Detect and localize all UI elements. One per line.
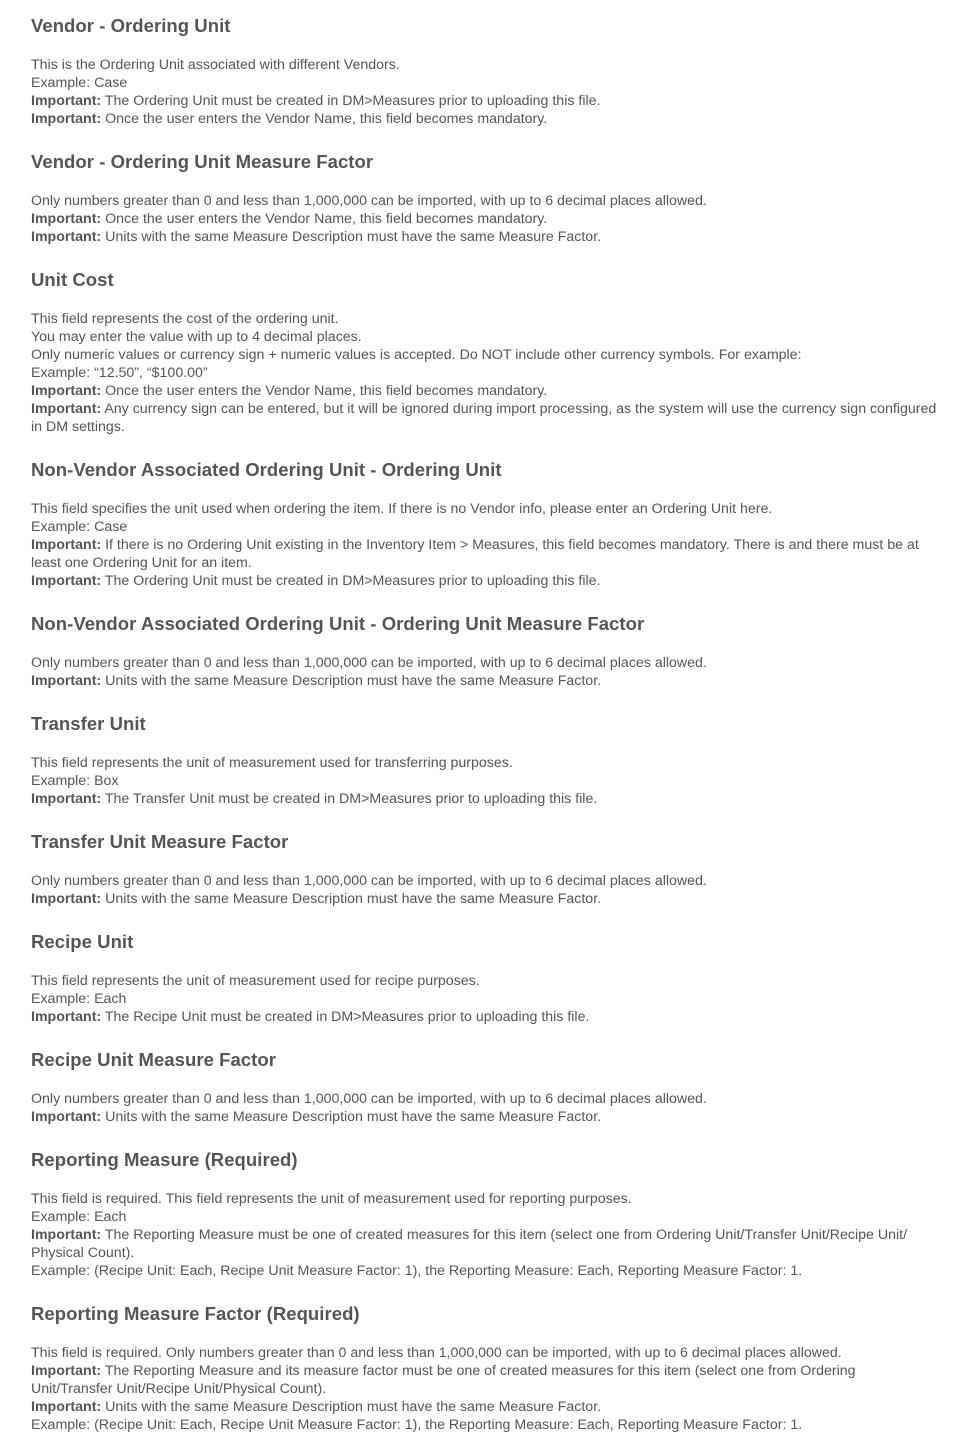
important-label: Important:: [31, 1399, 102, 1415]
important-label: Important:: [31, 229, 102, 245]
body-line: [31, 1362, 940, 1398]
body-line: [31, 228, 940, 246]
body-line: [31, 310, 940, 328]
important-label: Important:: [31, 211, 102, 227]
important-label: Important:: [31, 1109, 102, 1125]
body-line: [31, 872, 940, 890]
line-text: Any currency sign can be entered, but it will be ignored during import processing, as the system will use the currency sign configured in DM settings.: [31, 401, 937, 435]
important-label: Important:: [31, 673, 102, 689]
line-text: Units with the same Measure Description must have the same Measure Factor.: [101, 891, 602, 907]
important-label: Important:: [31, 93, 102, 109]
body-line: [31, 1398, 940, 1416]
section: [31, 1148, 940, 1280]
line-text: The Reporting Measure and its measure factor must be one of created measures for this item (select one from Ordering Unit/Transfer Unit/Recipe Unit/Physical Count).: [31, 1363, 856, 1397]
body-line: [31, 1226, 940, 1262]
section: [31, 268, 940, 436]
body-line: [31, 890, 940, 908]
body-line: [31, 56, 940, 74]
body-line: [31, 754, 940, 772]
line-text: Example: Box: [31, 773, 119, 789]
line-text: Once the user enters the Vendor Name, this field becomes mandatory.: [101, 211, 548, 227]
line-text: Example: Case: [31, 75, 128, 91]
body-line: [31, 572, 940, 590]
body-line: [31, 74, 940, 92]
line-text: This field represents the cost of the ordering unit.: [31, 311, 339, 327]
body-line: [31, 672, 940, 690]
important-label: Important:: [31, 573, 102, 589]
line-text: Example: (Recipe Unit: Each, Recipe Unit Measure Factor: 1), the Reporting Measure: Each, Reporting Measure Factor: 1.: [31, 1263, 803, 1279]
section-body: [31, 972, 940, 1026]
important-label: Important:: [31, 383, 102, 399]
line-text: This is the Ordering Unit associated with different Vendors.: [31, 57, 400, 73]
line-text: Units with the same Measure Description must have the same Measure Factor.: [101, 1109, 602, 1125]
important-label: Important:: [31, 537, 102, 553]
line-text: Example: Each: [31, 991, 127, 1007]
section: [31, 14, 940, 128]
body-line: [31, 1208, 940, 1226]
body-line: [31, 990, 940, 1008]
line-text: Example: Case: [31, 519, 128, 535]
body-line: [31, 328, 940, 346]
line-text: Units with the same Measure Description must have the same Measure Factor.: [101, 673, 602, 689]
body-line: [31, 1416, 940, 1434]
section-title: Unit Cost: [31, 269, 114, 290]
important-label: Important:: [31, 401, 102, 417]
body-line: [31, 536, 940, 572]
line-text: Only numbers greater than 0 and less than 1,000,000 can be imported, with up to 6 decimal places allowed.: [31, 193, 707, 209]
body-line: [31, 500, 940, 518]
line-text: Units with the same Measure Description must have the same Measure Factor.: [101, 1399, 602, 1415]
body-line: [31, 346, 940, 364]
section-body: [31, 1190, 940, 1280]
body-line: [31, 400, 940, 436]
section-body: [31, 654, 940, 690]
line-text: The Ordering Unit must be created in DM>Measures prior to uploading this file.: [101, 93, 601, 109]
section-title: Reporting Measure Factor (Required): [31, 1303, 360, 1324]
section: [31, 830, 940, 908]
section: [31, 1048, 940, 1126]
section-body: [31, 310, 940, 436]
body-line: [31, 110, 940, 128]
body-line: [31, 1090, 940, 1108]
line-text: The Recipe Unit must be created in DM>Measures prior to uploading this file.: [101, 1009, 590, 1025]
section-body: [31, 754, 940, 808]
section: [31, 1302, 940, 1434]
line-text: This field represents the unit of measurement used for transferring purposes.: [31, 755, 513, 771]
section-title: Recipe Unit Measure Factor: [31, 1049, 276, 1070]
body-line: [31, 364, 940, 382]
line-text: The Reporting Measure must be one of created measures for this item (select one from Ordering Unit/Transfer Unit/Recipe Unit/ Physical Count).: [31, 1227, 908, 1261]
line-text: The Ordering Unit must be created in DM>Measures prior to uploading this file.: [101, 573, 601, 589]
section-title: Non-Vendor Associated Ordering Unit - Ordering Unit: [31, 459, 502, 480]
line-text: Example: (Recipe Unit: Each, Recipe Unit Measure Factor: 1), the Reporting Measure: Each, Reporting Measure Factor: 1.: [31, 1417, 803, 1433]
section-body: [31, 192, 940, 246]
section-title: Transfer Unit Measure Factor: [31, 831, 289, 852]
section: [31, 612, 940, 690]
body-line: [31, 210, 940, 228]
body-line: [31, 1190, 940, 1208]
body-line: [31, 382, 940, 400]
section-body: [31, 872, 940, 908]
section: [31, 150, 940, 246]
section-body: [31, 56, 940, 128]
body-line: [31, 972, 940, 990]
line-text: Units with the same Measure Description must have the same Measure Factor.: [101, 229, 602, 245]
section: [31, 458, 940, 590]
line-text: The Transfer Unit must be created in DM>Measures prior to uploading this file.: [101, 791, 598, 807]
section-title: Vendor - Ordering Unit: [31, 15, 231, 36]
line-text: If there is no Ordering Unit existing in the Inventory Item > Measures, this field becomes mandatory. There is and there must be at least one Ordering Unit for an item.: [31, 537, 919, 571]
important-label: Important:: [31, 1227, 102, 1243]
section-title: Recipe Unit: [31, 931, 134, 952]
line-text: This field represents the unit of measurement used for recipe purposes.: [31, 973, 480, 989]
section: [31, 712, 940, 808]
important-label: Important:: [31, 891, 102, 907]
body-line: [31, 772, 940, 790]
line-text: Example: Each: [31, 1209, 127, 1225]
line-text: Example: “12.50”, “$100.00”: [31, 365, 208, 381]
body-line: [31, 518, 940, 536]
body-line: [31, 1008, 940, 1026]
body-line: [31, 1262, 940, 1280]
section-title: Transfer Unit: [31, 713, 146, 734]
line-text: This field is required. Only numbers greater than 0 and less than 1,000,000 can be imported, with up to 6 decimal places allowed.: [31, 1345, 842, 1361]
important-label: Important:: [31, 791, 102, 807]
line-text: Only numeric values or currency sign + numeric values is accepted. Do NOT include other currency symbols. For example:: [31, 347, 802, 363]
line-text: Only numbers greater than 0 and less than 1,000,000 can be imported, with up to 6 decimal places allowed.: [31, 873, 707, 889]
important-label: Important:: [31, 1363, 102, 1379]
section-title: Reporting Measure (Required): [31, 1149, 298, 1170]
line-text: You may enter the value with up to 4 decimal places.: [31, 329, 362, 345]
important-label: Important:: [31, 111, 102, 127]
body-line: [31, 1344, 940, 1362]
line-text: This field is required. This field represents the unit of measurement used for reporting purposes.: [31, 1191, 632, 1207]
section-body: [31, 500, 940, 590]
important-label: Important:: [31, 1009, 102, 1025]
line-text: Only numbers greater than 0 and less than 1,000,000 can be imported, with up to 6 decimal places allowed.: [31, 1091, 707, 1107]
body-line: [31, 192, 940, 210]
line-text: Once the user enters the Vendor Name, this field becomes mandatory.: [101, 383, 548, 399]
body-line: [31, 1108, 940, 1126]
section: [31, 930, 940, 1026]
section-title: Vendor - Ordering Unit Measure Factor: [31, 151, 374, 172]
section-body: [31, 1344, 940, 1434]
body-line: [31, 790, 940, 808]
line-text: Once the user enters the Vendor Name, this field becomes mandatory.: [101, 111, 548, 127]
section-body: [31, 1090, 940, 1126]
body-line: [31, 92, 940, 110]
line-text: This field specifies the unit used when ordering the item. If there is no Vendor info, please enter an Ordering Unit here.: [31, 501, 773, 517]
body-line: [31, 654, 940, 672]
line-text: Only numbers greater than 0 and less than 1,000,000 can be imported, with up to 6 decimal places allowed.: [31, 655, 707, 671]
section-title: Non-Vendor Associated Ordering Unit - Ordering Unit Measure Factor: [31, 613, 645, 634]
